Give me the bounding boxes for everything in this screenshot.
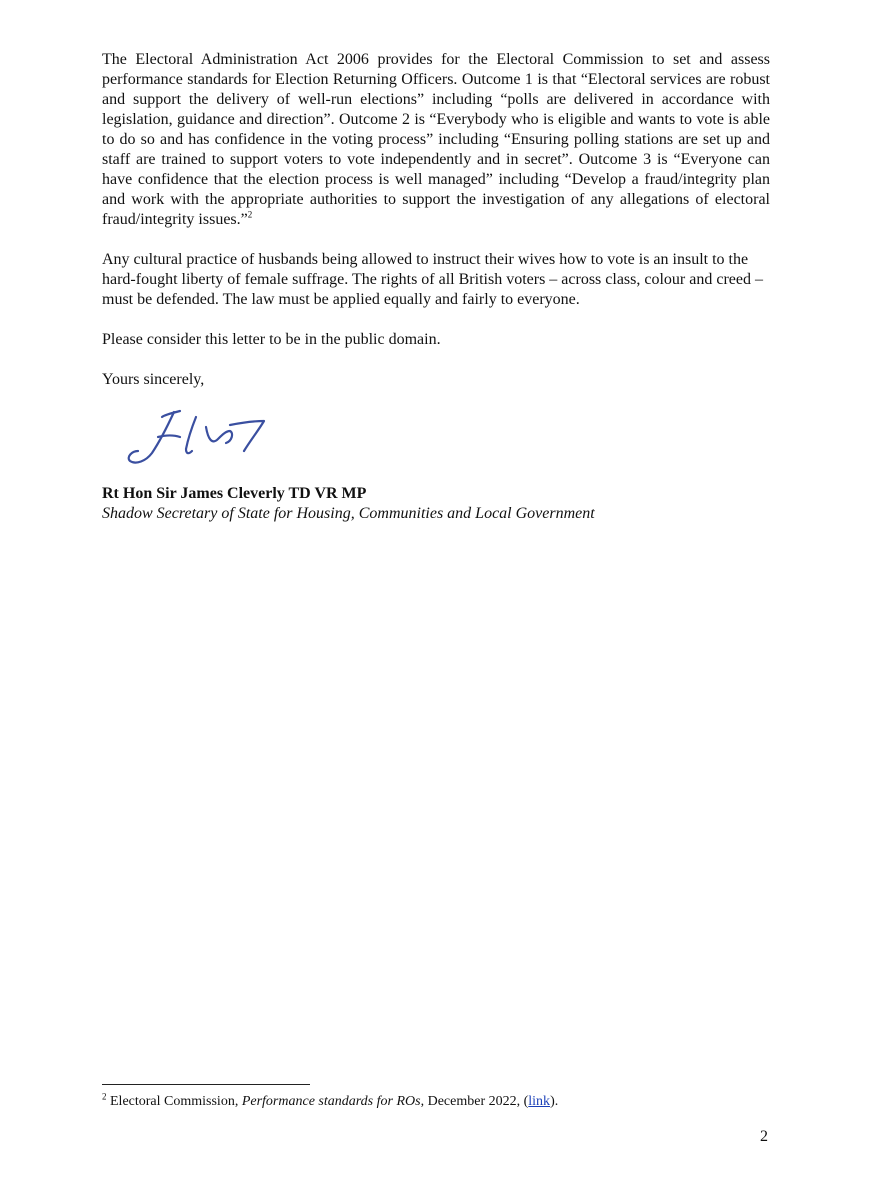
paragraph-1-text: The Electoral Administration Act 2006 provides for the Electoral Commission to set and assess performance standards for Election Returning Officers. Outcome 1 is that “Electoral services are robust and support the delivery of well-run elections” including “polls are delivered in accordance with legislation, guidance and direction”. Outcome 2 is “Everybody who is eligible and wants to vote is able to do so and has confidence in the voting process” including “Ensuring polling stations are set up and staff are trained to support voters to vote independently and in secret”. Outcome 3 is “Everyone can have confidence that the election process is well managed” including “Develop a fraud/integrity plan and work with the appropriate authorities to support the investigation of any allegations of electoral fraud/integrity issues.” <box>102 51 770 228</box>
body-paragraph-2: Any cultural practice of husbands being allowed to instruct their wives how to vote is an insult to the hard-fought liberty of female suffrage. The rights of all British voters – across class, colour and creed – must be defended. The law must be applied equally and fairly to everyone. <box>102 251 763 308</box>
footnote-text-after: ). <box>550 1094 559 1109</box>
signer-name: Rt Hon Sir James Cleverly TD VR MP <box>102 485 367 502</box>
footnote-title: Performance standards for ROs <box>241 1094 421 1109</box>
body-paragraph-1 <box>102 50 770 230</box>
footnote-number: 2 <box>102 1091 107 1102</box>
footnote-divider <box>102 1084 310 1085</box>
footnote-text-middle: , December 2022, ( <box>420 1094 529 1109</box>
signer-role: Shadow Secretary of State for Housing, Communities and Local Government <box>102 505 595 522</box>
closing-salutation: Yours sincerely, <box>102 371 205 388</box>
page-number: 2 <box>760 1128 768 1145</box>
footnote-text-before: Electoral Commission, <box>106 1094 242 1109</box>
footnote <box>102 1093 558 1111</box>
body-paragraph-3: Please consider this letter to be in the public domain. <box>102 331 441 348</box>
handwritten-signature-icon <box>122 395 282 475</box>
footnote-reference[interactable]: 2 <box>247 209 253 220</box>
footnote-link[interactable]: link <box>528 1094 551 1109</box>
